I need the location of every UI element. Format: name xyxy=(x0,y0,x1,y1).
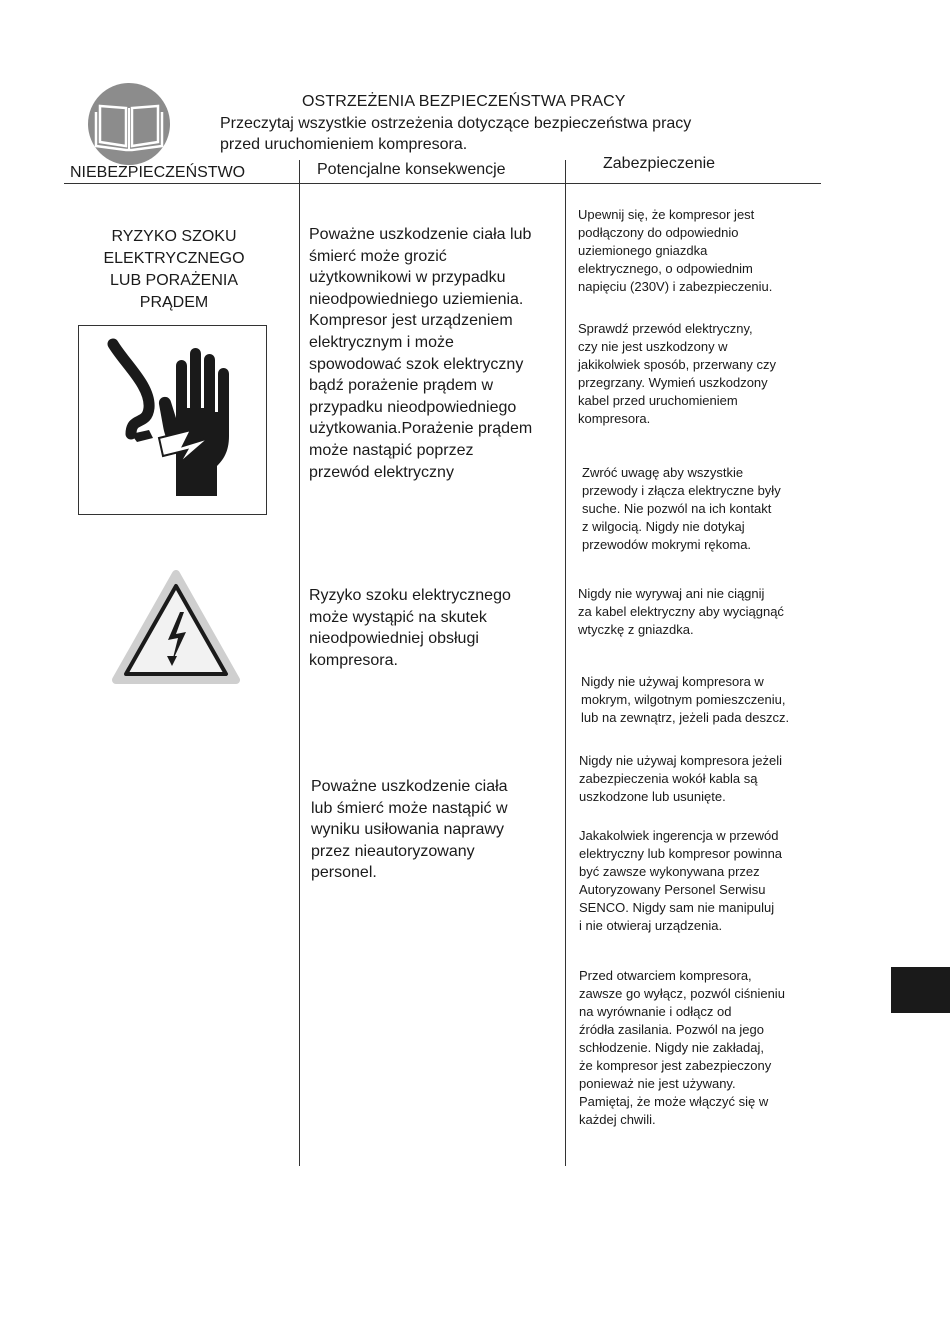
protection-item: Jakakolwiek ingerencja w przewód elektryczny lub kompresor powinna być zawsze wykonywana przez Autoryzowany Personel Serwisu SENCO. Nigdy sam nie manipuluj i nie otwieraj urządzenia. xyxy=(579,828,783,933)
consequence-item: Poważne uszkodzenie ciała lub śmierć może nastąpić w wyniku usiłowania naprawy przez nieautoryzowany personel. xyxy=(311,778,508,882)
subtitle-line: przed uruchomieniem kompresora. xyxy=(220,136,468,153)
electric-shock-hand-icon xyxy=(78,325,267,515)
hazard-label-line: RYZYKO SZOKU xyxy=(111,228,237,245)
column-divider xyxy=(565,160,566,1166)
hazard-label-line: ELEKTRYCZNEGO xyxy=(103,250,245,267)
high-voltage-warning-icon xyxy=(112,570,240,686)
column-header-protection: Zabezpieczenie xyxy=(603,155,716,172)
protection-item: Nigdy nie wyrywaj ani nie ciągnij za kabel elektryczny aby wyciągnąć wtyczkę z gniazdka. xyxy=(578,586,784,637)
column-header-hazard: NIEBEZPIECZEŃSTWO xyxy=(70,164,246,181)
hazard-label-line: LUB PORAŻENIA xyxy=(109,272,239,289)
header-divider xyxy=(64,183,821,184)
column-divider xyxy=(299,160,300,1166)
consequence-item: Poważne uszkodzenie ciała lub śmierć może grozić użytkownikowi w przypadku nieodpowiedniego uziemienia. Kompresor jest urządzeniem elektrycznym i może spowodować szok elektryczny bądź porażenie prądem w przypadku nieodpowiedniego użytkowania.Porażenie prądem może nastąpić poprzez przewód elektryczny xyxy=(309,226,533,481)
protection-item: Zwróć uwagę aby wszystkie przewody i złącza elektryczne były suche. Nie pozwól na ich kontakt z wilgocią. Nigdy nie dotykaj przewodów mokrymi rękoma. xyxy=(582,465,781,552)
hazard-label xyxy=(74,226,274,314)
protection-item: Nigdy nie używaj kompresora jeżeli zabezpieczenia wokół kabla są uszkodzone lub usunięte. xyxy=(579,753,783,804)
protection-item: Nigdy nie używaj kompresora w mokrym, wilgotnym pomieszczeniu, lub na zewnątrz, jeżeli pada deszcz. xyxy=(581,674,790,725)
subtitle-line: Przeczytaj wszystkie ostrzeżenia dotyczące bezpieczeństwa pracy xyxy=(220,115,692,132)
column-header-consequences: Potencjalne konsekwencje xyxy=(317,161,506,178)
protection-item: Upewnij się, że kompresor jest podłączony do odpowiednio uziemionego gniazdka elektrycznego, o odpowiednim napięciu (230V) i zabezpieczeniu. xyxy=(578,207,773,294)
protection-item: Przed otwarciem kompresora, zawsze go wyłącz, pozwól ciśnieniu na wyrównanie i odłącz od źródła zasilania. Pozwól na jego schłodzenie. Nigdy nie zakładaj, że kompresor jest zabezpieczony ponieważ nie jest używany. Pamiętaj, że może włączyć się w każdej chwili. xyxy=(579,968,785,1127)
section-tab-marker xyxy=(891,967,950,1013)
consequence-item: Ryzyko szoku elektrycznego może wystąpić na skutek nieodpowiedniej obsługi kompresora. xyxy=(309,587,511,669)
protection-item: Sprawdź przewód elektryczny, czy nie jest uszkodzony w jakikolwiek sposób, przerwany czy przegrzany. Wymień uszkodzony kabel przed uruchomieniem kompresora. xyxy=(578,321,776,426)
hazard-label-line: PRĄDEM xyxy=(139,294,209,311)
open-book-icon xyxy=(86,82,172,166)
page-title: OSTRZEŻENIA BEZPIECZEŃSTWA PRACY xyxy=(302,93,626,110)
page-subtitle xyxy=(220,113,780,155)
